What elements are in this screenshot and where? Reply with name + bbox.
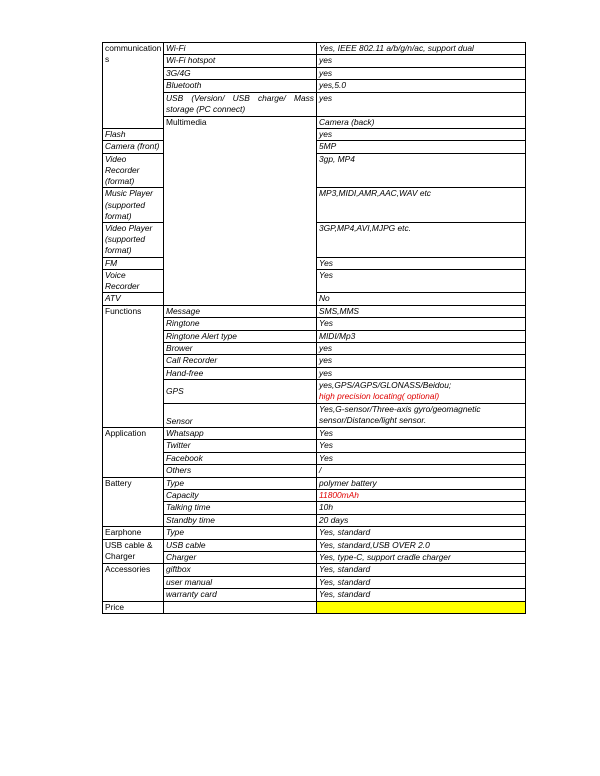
spec-item: Capacity: [164, 490, 317, 502]
spec-value: yes: [317, 355, 526, 367]
spec-item: Talking time: [164, 502, 317, 514]
spec-item: Standby time: [164, 514, 317, 526]
table-row: [103, 576, 526, 588]
table-row: [103, 465, 526, 477]
spec-value: No: [317, 293, 526, 305]
spec-value: Yes: [317, 257, 526, 269]
spec-value: MIDI/Mp3: [317, 330, 526, 342]
spec-value: yes: [317, 92, 526, 116]
spec-item: Video Recorder (format): [103, 153, 164, 188]
spec-item: Video Player (supported format): [103, 222, 164, 257]
spec-item: Music Player (supported format): [103, 188, 164, 223]
category-earphone: Earphone: [103, 527, 164, 539]
table-row: [103, 367, 526, 379]
table-row: [103, 552, 526, 564]
spec-item: warranty card: [164, 589, 317, 601]
spec-item: Type: [164, 477, 317, 489]
category-label-line2: Charger: [105, 550, 136, 561]
category-usb-charger: [103, 539, 164, 564]
spec-item: Camera (front): [103, 141, 164, 153]
spec-value: MP3,MIDI,AMR,AAC,WAV etc: [317, 188, 526, 223]
table-row: [103, 440, 526, 452]
table-row: [103, 318, 526, 330]
spec-value: Yes, standard: [317, 564, 526, 576]
spec-value: Yes: [317, 428, 526, 440]
table-row: [103, 428, 526, 440]
spec-value: Yes, standard: [317, 527, 526, 539]
spec-item: Camera (back): [317, 116, 526, 128]
table-row: [103, 380, 526, 404]
category-functions: Functions: [103, 305, 164, 427]
spec-item: Others: [164, 465, 317, 477]
table-row: [103, 539, 526, 551]
spec-value: Yes, standard,USB OVER 2.0: [317, 539, 526, 551]
spec-value: Yes: [317, 269, 526, 292]
spec-item: Message: [164, 305, 317, 317]
category-label-line1: USB cable &: [105, 539, 153, 550]
table-row: [103, 514, 526, 526]
spec-item: Charger: [164, 552, 317, 564]
spec-value: 3GP,MP4,AVI,MJPG etc.: [317, 222, 526, 257]
spec-item: Wi-Fi: [164, 43, 317, 55]
spec-table: [102, 42, 526, 614]
table-row: [103, 305, 526, 317]
spec-item: user manual: [164, 576, 317, 588]
table-row: [103, 67, 526, 79]
spec-item: Whatsapp: [164, 428, 317, 440]
spec-sheet: [102, 42, 525, 614]
table-row: [103, 477, 526, 489]
table-row: [103, 502, 526, 514]
table-row: [103, 43, 526, 55]
spec-item: Hand-free: [164, 367, 317, 379]
spec-item: Bluetooth: [164, 80, 317, 92]
spec-item: [164, 601, 317, 613]
category-multimedia: Multimedia: [164, 116, 317, 305]
gps-note: high precision locating( optional): [319, 391, 440, 402]
spec-value: Yes, type-C, support cradle charger: [317, 552, 526, 564]
spec-value: 5MP: [317, 141, 526, 153]
spec-item: Ringtone Alert type: [164, 330, 317, 342]
spec-value: Yes: [317, 318, 526, 330]
category-label: communication s: [105, 43, 162, 65]
category-communications: [103, 43, 164, 129]
spec-value: yes: [317, 55, 526, 67]
spec-value: /: [317, 465, 526, 477]
spec-item: GPS: [164, 380, 317, 404]
spec-value: yes: [317, 342, 526, 354]
spec-item: FM: [103, 257, 164, 269]
spec-value: SMS,MMS: [317, 305, 526, 317]
spec-value: Yes, standard: [317, 589, 526, 601]
category-application: Application: [103, 428, 164, 478]
category-accessories: Accessories: [103, 564, 164, 601]
spec-value: Yes: [317, 452, 526, 464]
table-row: [103, 92, 526, 116]
sensor-value-line2: sensor/Distance/light sensor.: [319, 415, 427, 426]
price-value-cell: [317, 601, 526, 613]
spec-item: Brower: [164, 342, 317, 354]
spec-item: Flash: [103, 128, 164, 140]
spec-item: 3G/4G: [164, 67, 317, 79]
spec-value: Yes, standard: [317, 576, 526, 588]
table-row: [103, 355, 526, 367]
spec-item: Voice Recorder: [103, 269, 164, 292]
spec-value: Yes: [317, 440, 526, 452]
table-row: [103, 404, 526, 428]
spec-value: yes: [317, 367, 526, 379]
spec-item: USB (Version/ USB charge/ Mass storage (PC connect): [164, 92, 317, 116]
spec-value: [317, 404, 526, 428]
category-battery: Battery: [103, 477, 164, 527]
spec-value: yes: [317, 67, 526, 79]
table-row: [103, 601, 526, 613]
table-row: [103, 589, 526, 601]
table-row: [103, 527, 526, 539]
spec-item: Sensor: [164, 404, 317, 428]
spec-value: 3gp, MP4: [317, 153, 526, 188]
spec-item: Call Recorder: [164, 355, 317, 367]
table-row: [103, 116, 526, 128]
spec-value: 11800mAh: [317, 490, 526, 502]
spec-item: Facebook: [164, 452, 317, 464]
spec-item: Ringtone: [164, 318, 317, 330]
spec-item: giftbox: [164, 564, 317, 576]
spec-item: Twitter: [164, 440, 317, 452]
sensor-value-line1: Yes,G-sensor/Three-axis gyro/geomagnetic: [319, 404, 481, 415]
spec-value: 10h: [317, 502, 526, 514]
spec-item: Wi-Fi hotspot: [164, 55, 317, 67]
table-row: [103, 452, 526, 464]
spec-value: 20 days: [317, 514, 526, 526]
spec-item: Type: [164, 527, 317, 539]
table-row: [103, 80, 526, 92]
table-row: [103, 330, 526, 342]
table-row: [103, 490, 526, 502]
table-row: [103, 342, 526, 354]
spec-value: yes: [317, 128, 526, 140]
spec-value: Yes, IEEE 802.11 a/b/g/n/ac, support dual: [317, 43, 526, 55]
spec-value: [317, 380, 526, 404]
category-price: Price: [103, 601, 164, 613]
spec-value: yes,5.0: [317, 80, 526, 92]
table-row: [103, 564, 526, 576]
table-row: [103, 55, 526, 67]
spec-item: ATV: [103, 293, 164, 305]
spec-value: polymer battery: [317, 477, 526, 489]
spec-item: USB cable: [164, 539, 317, 551]
gps-value: yes,GPS/AGPS/GLONASS/Beidou;: [319, 380, 452, 391]
